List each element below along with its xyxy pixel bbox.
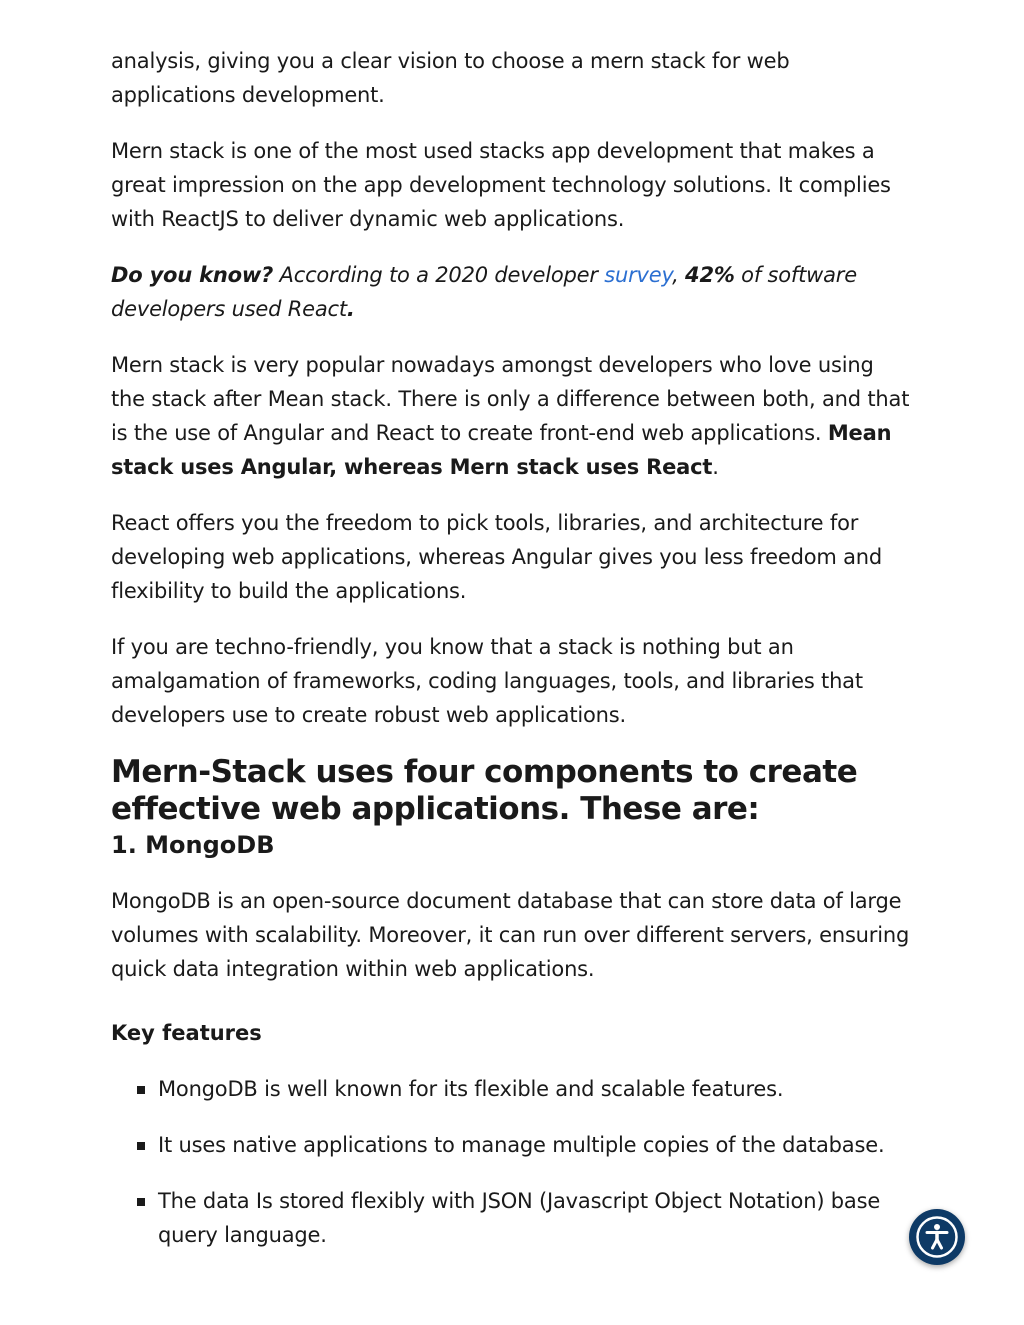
bullet-icon — [137, 1198, 145, 1206]
bullet-icon — [137, 1142, 145, 1150]
survey-link[interactable]: survey — [604, 263, 673, 287]
key-features-list — [111, 1072, 911, 1252]
bullet-icon — [137, 1086, 145, 1094]
fact-stat: 42% — [685, 263, 735, 287]
intro-paragraph-1: analysis, giving you a clear vision to choose a mern stack for web applications development. — [111, 49, 790, 107]
popular-paragraph — [111, 348, 911, 484]
fact-comma: , — [672, 263, 686, 287]
list-item — [111, 1184, 911, 1252]
list-item — [111, 1128, 911, 1162]
intro-paragraph-2: Mern stack is one of the most used stacks app development that makes a great impression on the app development technology solutions. It complies with ReactJS to deliver dynamic web applications. — [111, 139, 891, 231]
list-item-text: It uses native applications to manage multiple copies of the database. — [158, 1133, 885, 1157]
mongodb-description: MongoDB is an open-source document database that can store data of large volumes with scalability. Moreover, it can run over different servers, ensuring quick data integration within web applications. — [111, 889, 910, 981]
stack-paragraph: If you are techno-friendly, you know that a stack is nothing but an amalgamation of frameworks, coding languages, tools, and libraries that developers use to create robust web applications. — [111, 635, 863, 727]
list-item-text: The data Is stored flexibly with JSON (Javascript Object Notation) base query language. — [158, 1189, 881, 1247]
popular-end: . — [712, 455, 719, 479]
mongodb-heading: 1. MongoDB — [111, 831, 275, 859]
accessibility-button[interactable] — [909, 1209, 965, 1265]
did-you-know-callout — [111, 258, 911, 326]
fact-period: . — [346, 297, 355, 321]
did-you-know-label: Do you know? — [111, 263, 274, 287]
list-item-text: MongoDB is well known for its flexible and scalable features. — [158, 1077, 784, 1101]
section-heading: Mern-Stack uses four components to create effective web applications. These are: — [111, 754, 858, 827]
accessibility-icon — [914, 1214, 960, 1260]
fact-text-after-stat: of software developers used React — [111, 263, 857, 321]
fact-text-before-link: According to a 2020 developer — [273, 263, 605, 287]
popular-bold-text: Mean stack uses Angular, whereas Mern stack uses React — [111, 421, 892, 479]
key-features-heading: Key features — [111, 1021, 262, 1045]
popular-text: Mern stack is very popular nowadays amongst developers who love using the stack after Mean stack. There is only a difference between both, and that is the use of Angular and React to create front-end web applications. — [111, 353, 910, 445]
list-item — [111, 1072, 911, 1106]
freedom-paragraph: React offers you the freedom to pick tools, libraries, and architecture for developing web applications, whereas Angular gives you less freedom and flexibility to build the applications. — [111, 511, 883, 603]
article-body — [111, 44, 911, 1274]
